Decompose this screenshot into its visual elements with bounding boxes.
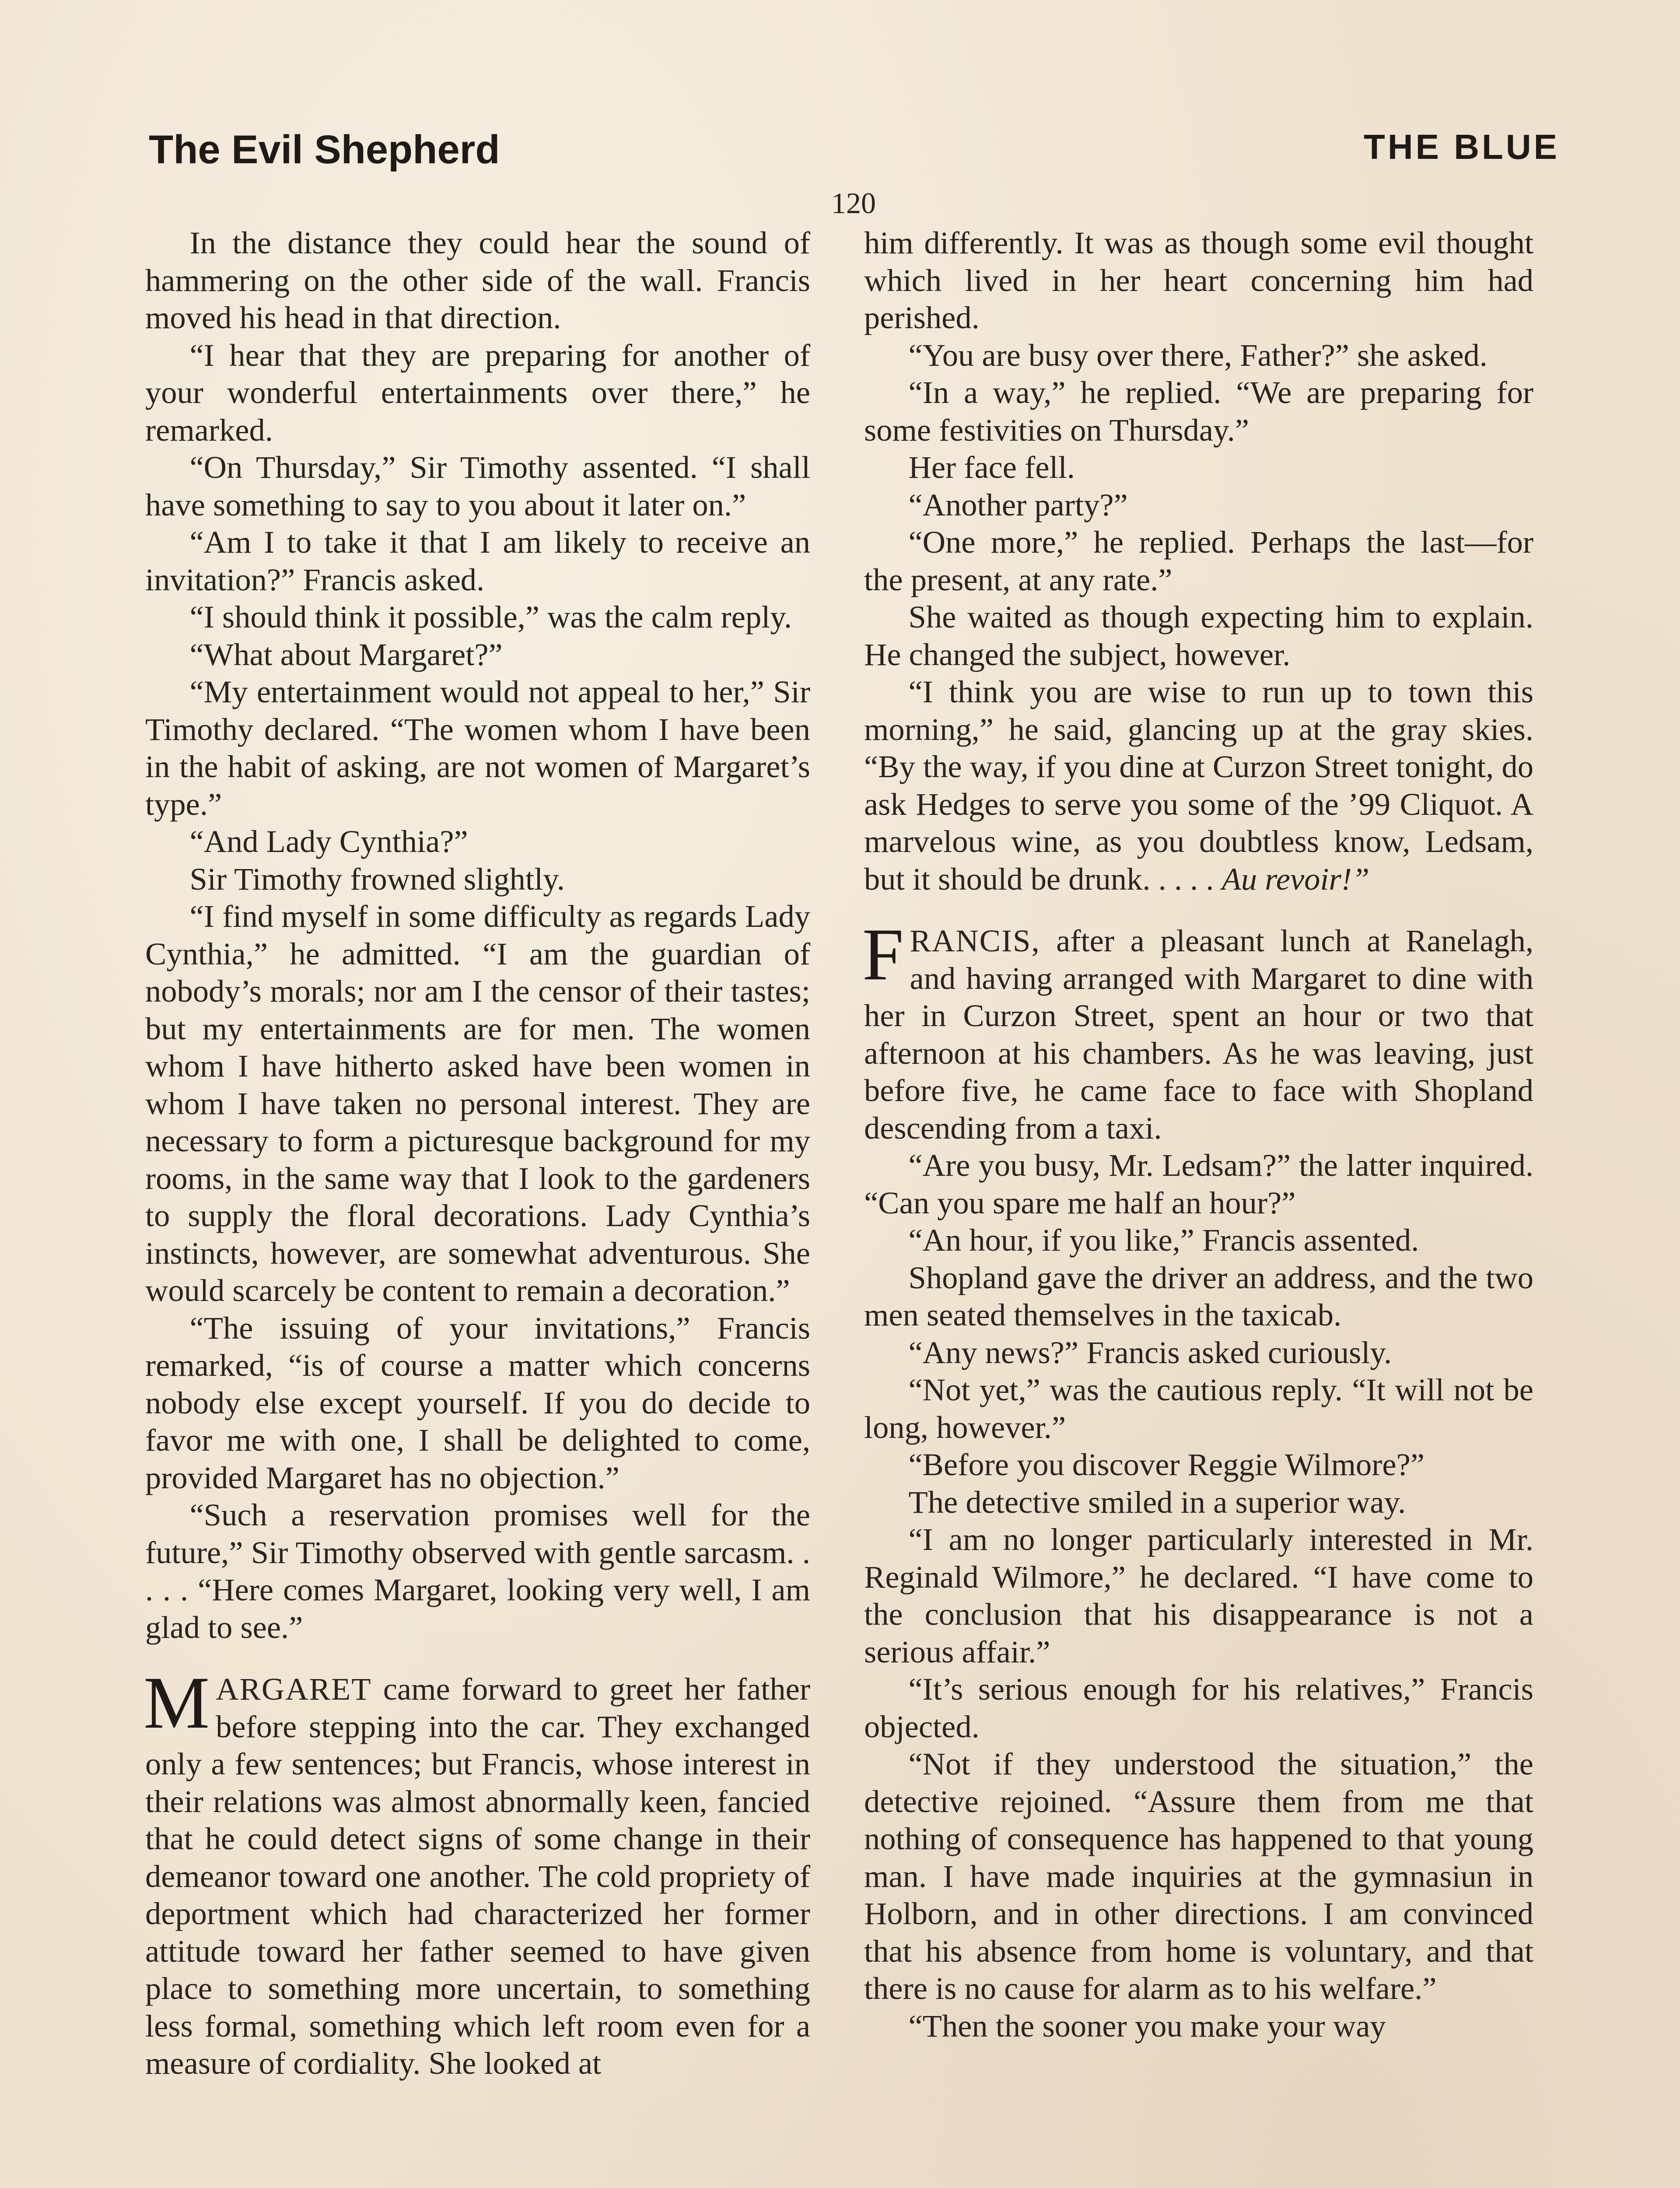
paragraph: “Such a reservation promises well for the future,” Sir Timothy observed with gentle sarcasm. . . . . “Here comes Margaret, looking very well, I am glad to see.” [145,1497,810,1645]
paragraph: “And Lady Cynthia?” [189,824,468,859]
paragraph: “My entertainment would not appeal to her,” Sir Timothy declared. “The women whom I have been in the habit of asking, are not women of Margaret’s type.” [145,674,810,822]
paragraph: “An hour, if you like,” Francis assented. [908,1222,1419,1258]
paragraph: In the distance they could hear the sound of hammering on the other side of the wall. Francis moved his head in that direction. [145,225,810,335]
paragraph: “I am no longer particularly interested in Mr. Reginald Wilmore,” he declared. “I have come to the conclusion that his disappearance is not a serious affair.” [864,1522,1533,1669]
paragraph: “The issuing of your invitations,” Francis remarked, “is of course a matter which concerns nobody else except yourself. If you do decide to favor me with one, I shall be delighted to come, provided Margaret has no objection.” [145,1310,810,1495]
page-number: 120 [831,186,876,220]
paragraph: “Not yet,” was the cautious reply. “It will not be long, however.” [864,1372,1533,1445]
section-opening-paragraph [144,1662,810,2082]
paragraph: “It’s serious enough for his relatives,” Francis objected. [864,1671,1533,1744]
magazine-name: THE BLUE [1364,127,1560,166]
paragraph: “I find myself in some difficulty as regards Lady Cynthia,” he admitted. “I am the guardian of nobody’s morals; nor am I the censor of their tastes; but my entertainments are for men. The women whom I have hitherto asked have been women in whom I have taken no personal interest. They are necessary to form a picturesque background for my rooms, in the same way that I look to the gardeners to supply the floral decorations. Lady Cynthia’s instincts, however, are somewhat adventurous. She would scarcely be content to remain a decoration.” [145,898,810,1308]
paragraph-text: “I think you are wise to run up to town this morning,” he said, glancing up at the gray skies. “By the way, if you dine at Curzon Street tonight, do ask Hedges to serve you some of the ’99 Cliquot. A marvelous wine, as you doubtless know, Ledsam, but it should be drunk. . . . . [864,674,1533,897]
paragraph: “In a way,” he replied. “We are preparing for some festivities on Thursday.” [864,375,1533,448]
paragraph: “Then the sooner you make your way [908,2008,1386,2044]
paragraph [864,673,1533,898]
paragraph: “Am I to take it that I am likely to receive an invitation?” Francis asked. [145,524,810,597]
paragraph: “What about Margaret?” [189,636,503,672]
running-title: The Evil Shepherd [149,127,500,172]
paragraph: “Not if they understood the situation,” the detective rejoined. “Assure them from me that nothing of consequence has happened to that young man. I have made inquiries at the gymnasiun in Holborn, and in other directions. I am convinced that his absence from home is voluntary, and that there is no cause for alarm as to his welfare.” [864,1746,1533,2006]
paragraph: “Before you discover Reggie Wilmore?” [908,1447,1424,1482]
left-column [145,224,810,2082]
paragraph: The detective smiled in a superior way. [908,1484,1406,1520]
paragraph: Her face fell. [908,449,1075,485]
small-caps-lead: RANCIS, [910,923,1040,958]
paragraph: “On Thursday,” Sir Timothy assented. “I shall have something to say to you about it later on.” [145,449,810,522]
paragraph-text: came forward to greet her father before stepping into the car. They exchanged only a few sentences; but Francis, whose interest in their relations was almost abnormally keen, fancied that he could detect signs of some change in their demeanor toward one another. The cold propriety of deportment which had characterized her former attitude toward her father seemed to have given place to something more uncertain, to something less formal, something which left room even for a measure of cordiality. She looked at [145,1671,810,2081]
paragraph: “I should think it possible,” was the calm reply. [189,599,792,635]
italic-text: Au revoir!” [1222,861,1370,897]
drop-cap: F [862,913,904,996]
paragraph: “Any news?” Francis asked curiously. [908,1334,1392,1370]
paragraph-text: after a pleasant lunch at Ranelagh, and having arranged with Margaret to dine with her in Curzon Street, spent an hour or two that afternoon at his chambers. As he was leaving, just before five, he came face to face with Shopland descending from a taxi. [864,923,1533,1146]
paragraph: Sir Timothy frowned slightly. [189,861,565,897]
paragraph: “You are busy over there, Father?” she asked. [908,337,1488,373]
paragraph: “One more,” he replied. Perhaps the last—for the present, at any rate.” [864,524,1533,597]
paragraph: “Another party?” [908,487,1128,522]
paragraph: Shopland gave the driver an address, and the two men seated themselves in the taxicab. [864,1259,1533,1332]
section-opening-paragraph [862,913,1533,1147]
small-caps-lead: ARGARET [216,1671,372,1707]
paragraph: “Are you busy, Mr. Ledsam?” the latter inquired. “Can you spare me half an hour?” [864,1147,1533,1220]
paragraph: She waited as though expecting him to explain. He changed the subject, however. [864,599,1533,672]
right-column [864,224,1533,2044]
paragraph: “I hear that they are preparing for another of your wonderful entertainments over there,” he remarked. [145,337,810,448]
paragraph: him differently. It was as though some evil thought which lived in her heart concerning him had perished. [864,225,1533,335]
drop-cap: M [144,1662,210,1744]
